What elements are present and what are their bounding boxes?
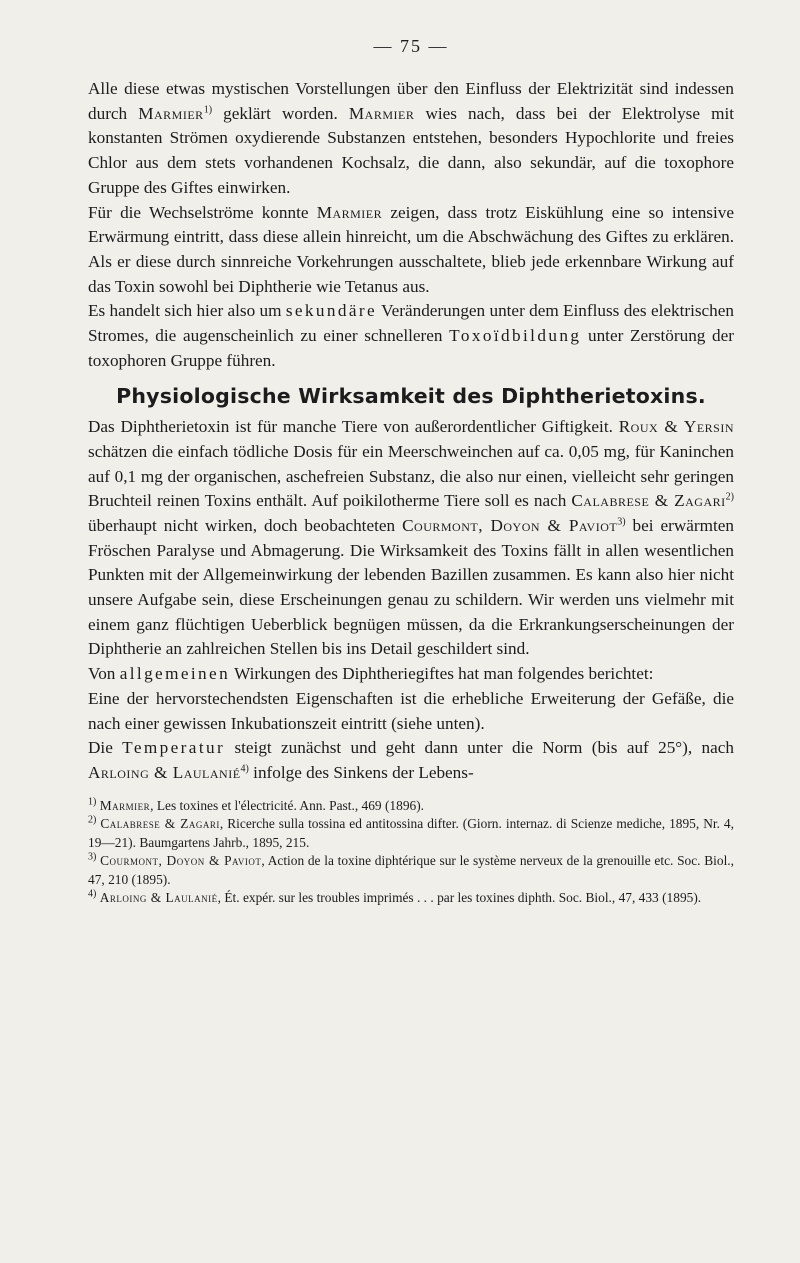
text-run: bei erwärmten Fröschen Paralyse und Abmagerung. Die Wirksamkeit des Toxins fällt in allen wesentlichen Punkten mit der Allgemeinwirkung der lebenden Bazillen zusammen. Es kann also hier nicht unsere Aufgabe sein, diese Erscheinungen genau zu schildern. Wir werden uns vielmehr mit einem ganz flüchtigen Ueberblick begnügen müssen, da die Erkrankungserscheinungen der Diphtherie an zahlreichen Stellen bis ins Detail geschildert sind. xyxy=(88,515,734,659)
footnote-author: Marmier xyxy=(99,797,151,813)
footnote xyxy=(88,852,734,889)
book-page xyxy=(88,36,734,908)
section-heading: Physiologische Wirksamkeit des Diphtherietoxins. xyxy=(116,384,706,409)
footnote-ref: 4) xyxy=(240,763,249,775)
emphasis: Toxoïdbildung xyxy=(449,326,582,346)
author-name: Marmier xyxy=(138,103,204,123)
text-run: schätzen die einfach tödliche Dosis für ein Meerschweinchen auf ca. 0,05 mg, für Kaninchen auf 0,1 mg der organischen, aschefreien Substanz, die also nur einen, vielleicht sehr geringen Bruchteil reinen Toxins enthält. Auf poikilotherme Tiere soll es nach xyxy=(88,441,734,511)
footnote xyxy=(88,797,734,816)
text-run: Die xyxy=(88,738,123,758)
author-name: Calabrese & Zagari xyxy=(571,491,726,511)
text-run: Für die Wechselströme konnte xyxy=(88,202,317,222)
footnote-ref: 1) xyxy=(203,103,213,115)
text-run: geklärt worden. xyxy=(212,103,349,123)
footnote-mark: 3) xyxy=(88,851,97,863)
footnote-ref: 3) xyxy=(617,516,626,528)
footnote-text: , Ricerche sulla tossina ed antitossina difter. (Giorn. internaz. di Scienze mediche, 1895, Nr. 4, 19—21). Baumgartens Jahrb., 1895, 215. xyxy=(88,816,734,850)
footnote-mark: 2) xyxy=(88,814,97,826)
author-name: Arloing & Laulanié xyxy=(88,762,241,782)
text-run: Es handelt sich hier also um xyxy=(88,301,286,321)
footnote xyxy=(88,889,734,908)
emphasis: sekundäre xyxy=(285,301,378,321)
paragraph-3 xyxy=(88,299,734,373)
emphasis: Temperatur xyxy=(122,738,226,758)
page-number: — 75 — xyxy=(373,36,449,56)
footnote-mark: 1) xyxy=(88,796,97,808)
text-run: Von xyxy=(88,664,120,684)
paragraph-2 xyxy=(88,201,734,300)
paragraph-6: Eine der hervorstechendsten Eigenschaften ist die erhebliche Erweiterung der Gefäße, die nach einer gewissen Inkubationszeit eintritt (siehe unten). xyxy=(88,688,734,733)
main-text xyxy=(88,77,734,786)
text-run: zeigen, dass trotz Eiskühlung eine so intensive Erwärmung eintritt, dass diese allein hinreicht, um die Abschwächung des Giftes zu erklären. Als er diese durch sinnreiche Vorkehrungen ausschaltete, blieb jede erkennbare Wirkung auf das Toxin sowohl bei Diphtherie wie Tetanus aus. xyxy=(88,202,734,296)
author-name: Roux & Yersin xyxy=(618,417,735,437)
paragraph-5 xyxy=(88,662,734,687)
text-run: Das Diphtherietoxin ist für manche Tiere von außerordentlicher Giftigkeit. xyxy=(88,417,619,437)
footnote xyxy=(88,815,734,852)
text-run: überhaupt nicht wirken, doch beobachteten xyxy=(88,515,403,535)
author-name: Marmier xyxy=(348,103,415,123)
footnote-author: Courmont, Doyon & Paviot xyxy=(100,853,262,869)
emphasis: allgemeinen xyxy=(119,664,231,684)
text-run: Veränderungen unter dem Einfluss des elektrischen Stromes, die augenscheinlich zu einer schnelleren xyxy=(88,301,734,346)
paragraph-1 xyxy=(88,77,734,201)
footnote-ref: 2) xyxy=(725,491,734,503)
text-run: unter Zerstörung der toxophoren Gruppe führen. xyxy=(88,326,734,370)
footnote-author: Calabrese & Zagari xyxy=(100,816,220,832)
footnote-text: , Les toxines et l'électricité. Ann. Past., 469 (1896). xyxy=(150,797,425,813)
author-name: Marmier xyxy=(316,202,383,222)
text-run: infolge des Sinkens der Lebens- xyxy=(248,762,474,782)
paragraph-4 xyxy=(88,415,734,662)
footnote-mark: 4) xyxy=(88,888,97,900)
footnote-author: Arloing & Laulanié xyxy=(99,890,218,906)
text-run: Wirkungen des Diphtheriegiftes hat man folgendes berichtet: xyxy=(230,664,654,684)
footnote-text: , Ét. expér. sur les troubles imprimés . . . par les toxines diphth. Soc. Biol., 47, 433 (1895). xyxy=(217,890,702,906)
text-run: wies nach, dass bei der Elektrolyse mit konstanten Strömen oxydierende Substanzen entstehen, besonders Hypochlorite und freies Chlor aus dem stets vorhandenen Kochsalz, die dann, also sekundär, auf die toxophore Gruppe des Giftes einwirken. xyxy=(88,103,734,197)
author-name: Courmont, Doyon & Paviot xyxy=(402,515,618,535)
footnote-text: , Action de la toxine diphtérique sur le système nerveux de la grenouille etc. Soc. Biol., 47, 210 (1895). xyxy=(88,853,734,887)
footnotes xyxy=(88,797,734,908)
paragraph-7 xyxy=(88,736,734,785)
text-run: steigt zunächst und geht dann unter die Norm (bis auf 25°), nach xyxy=(225,738,734,758)
text-run: Alle diese etwas mystischen Vorstellungen über den Einfluss der Elektrizität sind indessen durch xyxy=(88,79,734,123)
